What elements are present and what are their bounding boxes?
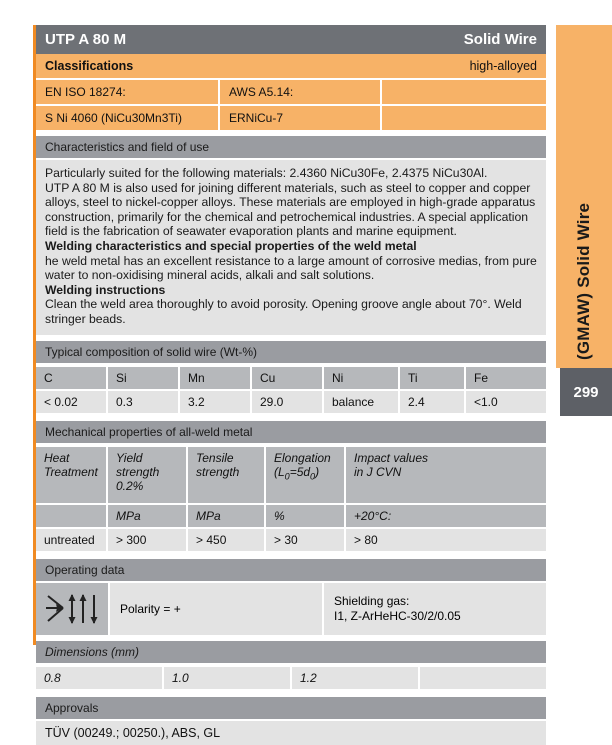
classification-standard: EN ISO 18274: <box>36 80 218 104</box>
mech-head-impact-values: Impact values in J CVN <box>346 447 546 503</box>
product-type: Solid Wire <box>463 31 537 48</box>
composition-value: < 0.02 <box>36 391 106 413</box>
table-row <box>36 505 546 527</box>
dimensions-header: Dimensions (mm) <box>36 641 546 665</box>
approvals-value: TÜV (00249.; 00250.), ABS, GL <box>36 721 546 745</box>
weld-metal-text: he weld metal has an excellent resistance to a large amount of corrosive medias, from pure water to non-oxidising mineral acids, alkali and salt solutions. <box>45 253 537 283</box>
mech-value: > 300 <box>108 529 186 551</box>
polarity-value: Polarity = + <box>110 583 322 635</box>
mech-head-elongation: Elongation $(L_0=5d_0)$ <box>266 447 344 503</box>
dimension-value: 1.0 <box>164 667 290 689</box>
composition-col-head: Mn <box>180 367 250 389</box>
composition-value: 29.0 <box>252 391 322 413</box>
classifications-header <box>36 54 546 80</box>
mechanical-table <box>34 445 548 553</box>
characteristics-paragraph: UTP A 80 M is also used for joining different materials, such as steel to copper and copper alloys, steel to nickel-copper alloys. These materials are employed in high-grade apparatus construction, primarily for the chemical and petrochemical industries. A special application field is the fabrication of seawater evaporation plants and marine equipment. <box>45 180 536 239</box>
mech-unit: % <box>266 505 344 527</box>
classification-aws: AWS A5.14: <box>220 80 380 104</box>
table-row <box>36 667 546 689</box>
section-tab <box>556 25 612 368</box>
classification-standard: S Ni 4060 (NiCu30Mn3Ti) <box>36 106 218 130</box>
table-row <box>36 447 546 503</box>
mech-unit: MPa <box>188 505 264 527</box>
mech-unit: +20°C: <box>346 505 546 527</box>
mech-value: > 450 <box>188 529 264 551</box>
dimension-value: 0.8 <box>36 667 162 689</box>
elongation-main: Elongation <box>274 450 331 465</box>
shielding-gas-value: I1, Z-ArHeHC-30/2/0.05 <box>334 608 461 623</box>
composition-value: 3.2 <box>180 391 250 413</box>
characteristics-header: Characteristics and field of use <box>36 136 546 160</box>
mech-unit: MPa <box>108 505 186 527</box>
classification-extra <box>382 106 546 130</box>
mech-value: > 30 <box>266 529 344 551</box>
mech-value: untreated <box>36 529 106 551</box>
composition-header: Typical composition of solid wire (Wt-%) <box>36 341 546 365</box>
alloy-note: high-alloyed <box>469 59 537 73</box>
composition-col-head: Ti <box>400 367 464 389</box>
characteristics-intro: Particularly suited for the following materials: 2.4360 NiCu30Fe, 2.4375 NiCu30Al. <box>45 166 488 180</box>
composition-col-head: Si <box>108 367 178 389</box>
mech-head-yield-strength: Yield strength 0.2% <box>108 447 186 503</box>
mech-head-heat-treatment: Heat Treatment <box>36 447 106 503</box>
shielding-gas-label: Shielding gas: <box>334 594 410 609</box>
product-header <box>36 25 546 54</box>
classification-aws: ERNiCu-7 <box>220 106 380 130</box>
operating-header: Operating data <box>36 559 546 583</box>
dimension-value: 1.2 <box>292 667 418 689</box>
composition-section <box>36 341 546 415</box>
mechanical-header: Mechanical properties of all-weld metal <box>36 421 546 445</box>
characteristics-body <box>36 160 546 335</box>
table-row <box>36 367 546 389</box>
approvals-header: Approvals <box>36 697 546 721</box>
dimension-value <box>420 667 546 689</box>
operating-row <box>36 583 546 635</box>
operating-section <box>36 559 546 635</box>
composition-value: balance <box>324 391 398 413</box>
table-row <box>36 529 546 551</box>
page-number-box <box>560 368 612 416</box>
composition-value: 2.4 <box>400 391 464 413</box>
classification-row <box>36 80 546 104</box>
composition-col-head: Cu <box>252 367 322 389</box>
composition-value: 0.3 <box>108 391 178 413</box>
welding-instructions-text: Clean the weld area thoroughly to avoid porosity. Opening groove angle about 70°. Weld stringer beads. <box>45 297 522 326</box>
composition-value: <1.0 <box>466 391 546 413</box>
page-number: 299 <box>573 383 599 401</box>
table-row <box>36 391 546 413</box>
mechanical-section <box>36 421 546 553</box>
composition-col-head: C <box>36 367 106 389</box>
product-title: UTP A 80 M <box>45 31 127 48</box>
dimensions-section <box>36 641 546 691</box>
shielding-gas-cell <box>324 583 546 635</box>
mech-head-tensile-strength: Tensile strength <box>188 447 264 503</box>
datasheet-card <box>36 25 546 745</box>
section-tab-label: (GMAW) Solid Wire <box>574 202 593 360</box>
welding-instructions-heading: Welding instructions <box>45 282 166 297</box>
dimensions-table <box>34 665 548 691</box>
welding-positions-icon <box>36 583 108 635</box>
composition-col-head: Ni <box>324 367 398 389</box>
classifications-title: Classifications <box>45 59 134 73</box>
classification-extra <box>382 80 546 104</box>
classification-row <box>36 106 546 130</box>
approvals-section <box>36 697 546 745</box>
composition-table <box>34 365 548 415</box>
composition-col-head: Fe <box>466 367 546 389</box>
weld-metal-heading: Welding characteristics and special properties of the weld metal <box>45 238 417 253</box>
mech-unit <box>36 505 106 527</box>
mech-value: > 80 <box>346 529 546 551</box>
